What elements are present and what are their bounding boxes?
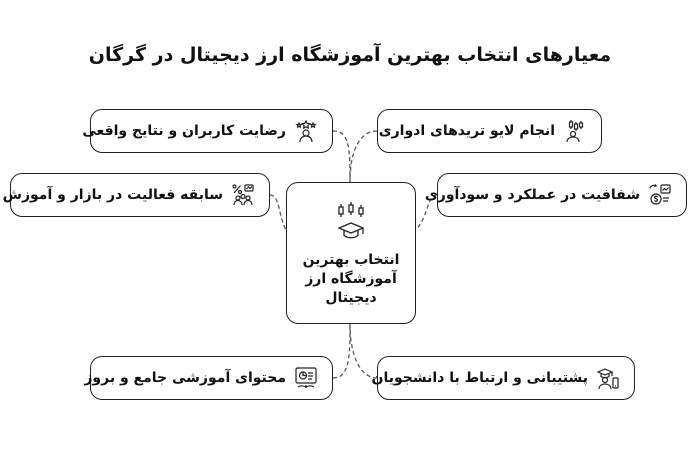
criterion-label: پشتیبانی و ارتباط با دانشجویان	[371, 370, 588, 386]
percent-group-icon	[231, 183, 255, 207]
connector-user-satisfaction	[333, 131, 350, 182]
criterion-label: رضایت کاربران و نتایج واقعی	[82, 123, 286, 139]
criterion-transparency	[424, 173, 687, 217]
central-node	[286, 182, 416, 324]
person-candles-icon	[563, 119, 587, 143]
dollar-chart-icon	[648, 183, 672, 207]
connector-market-history	[270, 195, 286, 230]
criterion-market-history	[2, 173, 270, 217]
criterion-support	[371, 356, 635, 400]
criterion-label: محتوای آموزشی جامع و بروز	[84, 370, 286, 386]
criterion-user-satisfaction	[82, 109, 333, 153]
criterion-label: سابقه فعالیت در بازار و آموزش	[2, 187, 223, 203]
criterion-label: انجام لایو تریدهای ادواری	[378, 123, 555, 139]
diagram-title: معیارهای انتخاب بهترین آموزشگاه ارز دیجیتال در گرگان	[88, 44, 612, 66]
criterion-live-trades	[377, 109, 602, 153]
presentation-book-icon	[294, 366, 318, 390]
criterion-label: شفافیت در عملکرد و سودآوری	[424, 187, 640, 203]
connector-content	[333, 324, 350, 378]
central-node-label: انتخاب بهترین آموزشگاه ارز دیجیتال	[302, 252, 400, 306]
connector-live-trades	[350, 131, 377, 182]
graduate-phone-icon	[596, 366, 620, 390]
trading-candles-graduation-cap-icon	[331, 201, 371, 241]
stars-person-icon	[294, 119, 318, 143]
criterion-comprehensive-content	[84, 356, 333, 400]
